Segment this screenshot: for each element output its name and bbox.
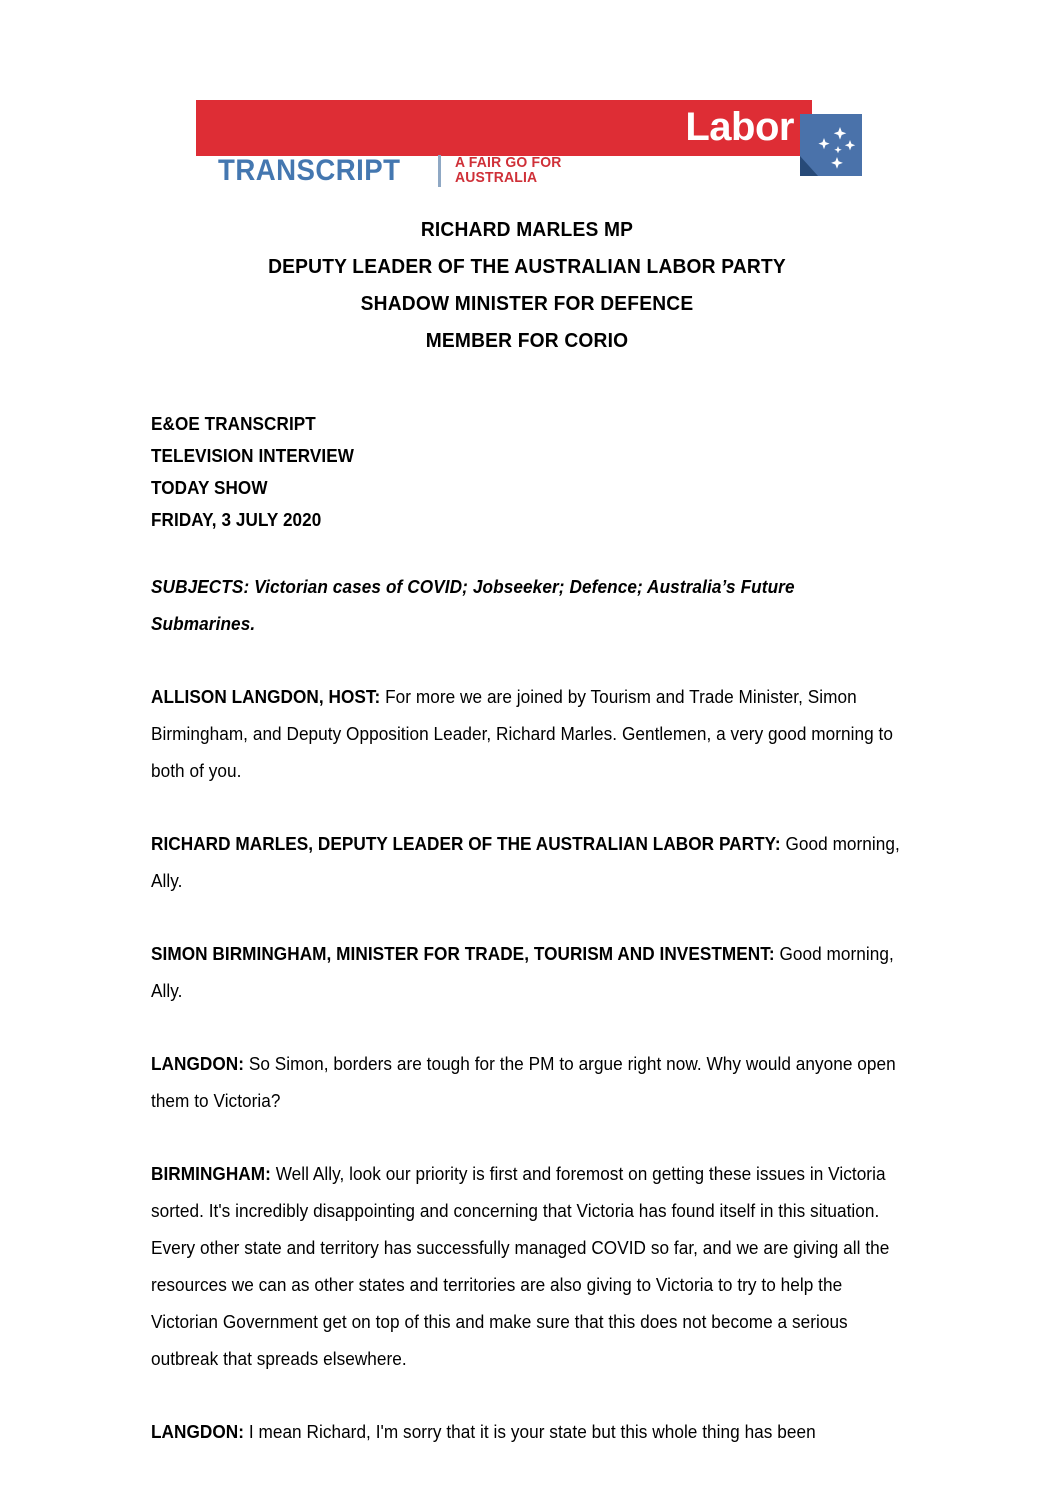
speaker-label: SIMON BIRMINGHAM, MINISTER FOR TRADE, TOURISM AND INVESTMENT: bbox=[151, 944, 775, 964]
meta-program: TODAY SHOW bbox=[151, 478, 268, 498]
title-role-2: SHADOW MINISTER FOR DEFENCE bbox=[360, 293, 694, 315]
speaker-text: Good morning, Ally. bbox=[151, 834, 900, 891]
speaker-text: Good morning, Ally. bbox=[151, 944, 894, 1001]
speaker-label: LANGDON: bbox=[151, 1422, 245, 1442]
meta-interview-type: TELEVISION INTERVIEW bbox=[151, 446, 355, 466]
transcript-wordmark: TRANSCRIPT bbox=[218, 154, 401, 187]
document-body bbox=[151, 212, 903, 1451]
speaker-text: For more we are joined by Tourism and Trade Minister, Simon Birmingham, and Deputy Opposition Leader, Richard Marles. Gentlemen, a very good morning to both of you. bbox=[151, 687, 893, 781]
transcript-paragraph bbox=[151, 1046, 903, 1120]
southern-cross-flag-icon bbox=[800, 114, 862, 182]
tagline-line-1: A FAIR GO FOR bbox=[455, 154, 562, 172]
meta-date: FRIDAY, 3 JULY 2020 bbox=[151, 510, 322, 530]
transcript-paragraph bbox=[151, 826, 903, 900]
speaker-label: LANGDON: bbox=[151, 1054, 245, 1074]
title-block bbox=[151, 212, 903, 360]
tagline bbox=[455, 156, 562, 185]
labor-wordmark: Labor bbox=[685, 105, 794, 150]
speaker-label: BIRMINGHAM: bbox=[151, 1164, 271, 1184]
transcript-paragraph bbox=[151, 1414, 903, 1451]
letterhead-lower bbox=[218, 152, 570, 190]
subjects-text: Victorian cases of COVID; Jobseeker; Defence; Australia’s Future Submarines. bbox=[151, 577, 795, 634]
title-role-1: DEPUTY LEADER OF THE AUSTRALIAN LABOR PARTY bbox=[268, 256, 786, 278]
subjects-line bbox=[151, 569, 903, 643]
speaker-text: So Simon, borders are tough for the PM to argue right now. Why would anyone open them to Victoria? bbox=[151, 1054, 896, 1111]
speaker-text: I mean Richard, I'm sorry that it is your state but this whole thing has been bbox=[244, 1422, 816, 1442]
tagline-line-2: AUSTRALIA bbox=[455, 169, 538, 186]
letterhead-red-banner bbox=[196, 100, 812, 156]
page-title: RICHARD MARLES MP bbox=[420, 219, 634, 241]
meta-transcript-type: E&OE TRANSCRIPT bbox=[151, 414, 316, 434]
letterhead-divider bbox=[438, 155, 441, 187]
speaker-label: RICHARD MARLES, DEPUTY LEADER OF THE AUSTRALIAN LABOR PARTY: bbox=[151, 834, 781, 854]
meta-block bbox=[151, 408, 903, 536]
letterhead bbox=[196, 100, 860, 190]
transcript-paragraph bbox=[151, 1156, 903, 1378]
title-role-3: MEMBER FOR CORIO bbox=[425, 330, 629, 352]
speaker-text: Well Ally, look our priority is first and foremost on getting these issues in Victoria sorted. It's incredibly disappointing and concerning that Victoria has found itself in this situation. Every other state and territory has successfully managed COVID so far, and we are giving all the resources we can as other states and territories are also giving to Victoria to try to help the Victorian Government get on top of this and make sure that this does not become a serious outbreak that spreads elsewhere. bbox=[151, 1164, 890, 1369]
transcript-paragraph bbox=[151, 936, 903, 1010]
transcript-paragraph bbox=[151, 679, 903, 790]
subjects-label: SUBJECTS: bbox=[151, 577, 250, 597]
speaker-label: ALLISON LANGDON, HOST: bbox=[151, 687, 381, 707]
